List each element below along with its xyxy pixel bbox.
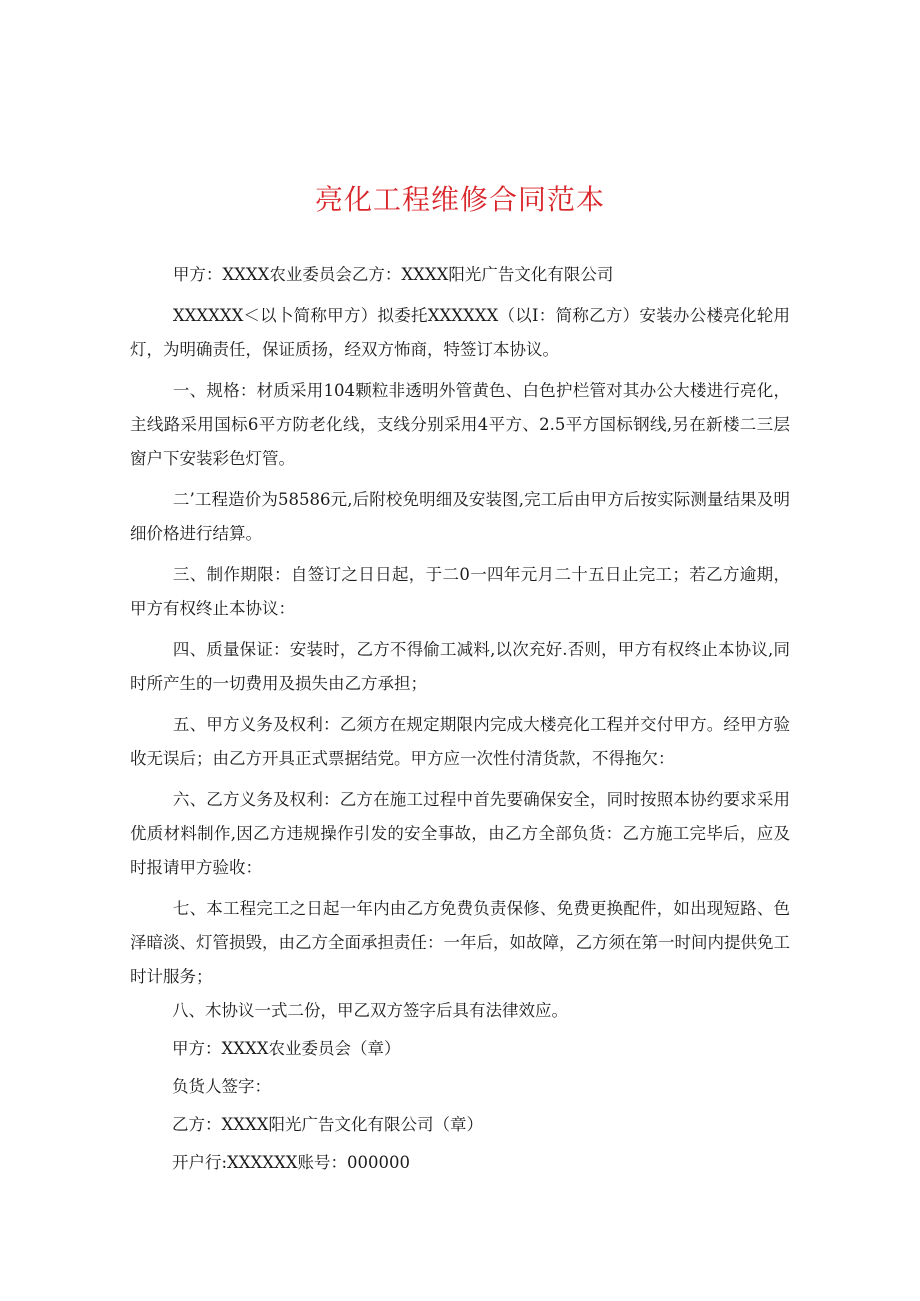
clause-1: 一、规格：材质采用104颗粒非透明外管黄色、白色护栏管对其办公大楼进行亮化，主线路采用国标6平方防老化线，支线分别采用4平方、2.5平方国标钢线,另在新楼二三层窗户下安装彩色灯管。 [130, 381, 790, 468]
clause-5: 五、甲方义务及权利：乙须方在规定期限内完成大楼亮化工程并交付甲方。经甲方验收无误后；由乙方开具正式票据结党。甲方应一次性付清货款，不得拖欠： [130, 715, 790, 768]
clause-6: 六、乙方义务及权利：乙方在施工过程中首先要确保安全，同时按照本协约要求采用优质材料制作,因乙方违规操作引发的安全事故，由乙方全部负货：乙方施工完毕后，应及时报请甲方验收： [130, 790, 790, 877]
parties-line: 甲方：XXXX农业委员会乙方：XXXX阳光广告文化有限公司 [172, 265, 614, 284]
signer-line: 负货人签字： [172, 1077, 271, 1096]
document-title: 亮化工程维修合同范本 [314, 183, 605, 216]
bank-account-line: 开户行:XXXXXX账号：000000 [172, 1153, 411, 1172]
signature-block [172, 993, 568, 1183]
clause-2: 二’工程造价为58586元,后附校免明细及安装图,完工后由甲方后按实际测量结果及明细价格进行结算。 [130, 490, 790, 543]
clause-3: 三、制作期限：自签订之日日起，于二0一四年元月二十五日止完工；若乙方逾期，甲方有权终止本协议： [130, 565, 790, 618]
contract-body [130, 258, 790, 1001]
party-a-signature: 甲方：XXXX农业委员会（章） [172, 1039, 401, 1058]
clause-8: 八、木协议一式二份，甲乙双方签字后具有法律效应。 [172, 1001, 568, 1020]
clause-7: 七、本工程完工之日起一年内由乙方免费负责保修、免费更换配件，如出现短路、色泽暗淡、灯管损毁，由乙方全面承担责任：一年后，如故障，乙方须在第一时间内提供免工时计服务； [130, 899, 790, 986]
intro-paragraph: XXXXXX＜以卜简称甲方）拟委托XXXXXX（以I：简称乙方）安装办公楼亮化轮用灯，为明确责任，保证质扬，经双方怖商，特签订本协议。 [130, 306, 790, 359]
clause-4: 四、质量保证：安装时，乙方不得偷工减料,以次充好.否则，甲方有权终止本协议,同时所产生的一切费用及损失由乙方承担； [130, 640, 790, 693]
party-b-signature: 乙方：XXXX阳光广告文化有限公司（章） [172, 1115, 483, 1134]
